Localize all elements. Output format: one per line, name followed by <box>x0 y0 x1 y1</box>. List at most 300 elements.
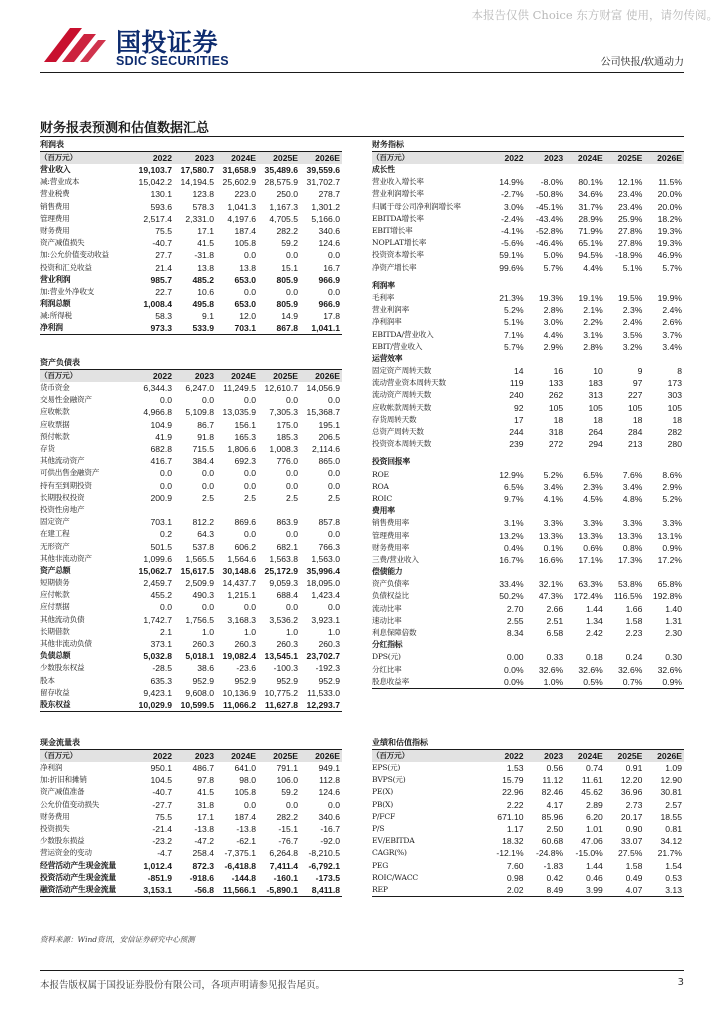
row-value: 116.5% <box>613 591 643 602</box>
table-row <box>40 394 342 406</box>
row-value <box>486 164 526 176</box>
row-value: 17.1 <box>197 226 214 237</box>
row-value: 133 <box>548 378 564 389</box>
row-value: 2.57 <box>665 799 682 810</box>
row-label: 其他非流动负债 <box>40 639 92 649</box>
row-value: 106.0 <box>276 775 298 786</box>
row-value: 0.0 <box>202 395 214 406</box>
row-label: 经营活动产生现金流量 <box>40 860 116 870</box>
row-value: 91.8 <box>197 431 214 442</box>
row-value: 4.8% <box>622 493 643 504</box>
row-value: 0.4% <box>504 542 524 553</box>
row-value: 17.1 <box>197 811 214 822</box>
row-label: 投资资本增长率 <box>372 250 424 260</box>
row-value: 0.42 <box>546 872 564 883</box>
column-header: 2025E <box>258 750 300 763</box>
row-value: -4.1% <box>501 226 524 237</box>
row-label: 少数股东损益 <box>40 836 85 846</box>
row-value: 952.9 <box>234 675 256 686</box>
row-value: 0.0 <box>328 395 340 406</box>
row-value: -100.3 <box>273 663 298 674</box>
row-value: 635.3 <box>150 675 172 686</box>
row-value: 1,301.2 <box>311 201 340 212</box>
column-header: 2024E <box>565 750 605 763</box>
row-value: 41.9 <box>155 431 172 442</box>
row-label: 净资产增长率 <box>372 262 417 272</box>
row-value: 1,099.6 <box>143 553 172 564</box>
row-label: 财务费用率 <box>372 542 409 552</box>
row-value: 865.0 <box>318 456 340 467</box>
row-label: 应付帐款 <box>40 590 70 600</box>
row-value: 119 <box>509 378 524 389</box>
table-row <box>40 262 342 274</box>
row-label: 毛利率 <box>372 292 395 302</box>
table-header-row <box>40 750 342 763</box>
balance-grid <box>40 357 342 712</box>
row-value: 0.0 <box>286 799 298 810</box>
row-value <box>300 504 342 516</box>
table-row <box>372 774 684 786</box>
column-header: 2026E <box>644 750 684 763</box>
row-label: ROIC/WACC <box>372 872 419 882</box>
row-value: 18.32 <box>502 836 524 847</box>
column-header: 2023 <box>174 370 216 383</box>
row-value: 0.30 <box>665 652 682 663</box>
row-value <box>644 566 684 578</box>
row-value: 3.3% <box>622 518 643 529</box>
table-row <box>372 213 684 225</box>
row-value: 105.8 <box>234 787 256 798</box>
row-value: 1.0 <box>244 626 256 637</box>
table-row <box>40 528 342 540</box>
section-title: 财务报表预测和估值数据汇总 <box>40 121 210 136</box>
table-title: 利润表 <box>40 139 342 152</box>
row-value: -6,792.1 <box>308 860 340 871</box>
row-value <box>526 280 566 292</box>
row-value: 2.3% <box>622 305 643 316</box>
table-row <box>40 176 342 188</box>
row-value: 1.58 <box>625 860 643 871</box>
row-value: 18.55 <box>660 811 682 822</box>
row-value: 4.4% <box>583 262 603 273</box>
row-label: 管理费用率 <box>372 530 409 540</box>
column-header: 2023 <box>174 152 216 165</box>
row-value: 23.4% <box>618 189 643 200</box>
row-value: 13,035.9 <box>222 407 256 418</box>
row-value: 104.9 <box>150 419 172 430</box>
section-heading-row <box>372 505 684 517</box>
row-value: 4.5% <box>583 493 603 504</box>
row-value: 105.8 <box>234 238 256 249</box>
table-row <box>372 341 684 353</box>
row-value: 38.6 <box>197 663 214 674</box>
row-value: 4.07 <box>605 884 645 897</box>
row-value: 187.4 <box>234 226 256 237</box>
table-row <box>372 664 684 676</box>
row-value: 65.8% <box>657 579 682 590</box>
column-header: 2022 <box>132 370 174 383</box>
row-value <box>605 639 645 651</box>
row-value: 0.56 <box>546 763 564 774</box>
row-label: 三费/营业收入 <box>372 554 419 564</box>
row-value: 2,517.4 <box>143 213 172 224</box>
row-value <box>644 164 684 176</box>
row-value: 27.7 <box>155 250 172 261</box>
logo-chinese-name: 国投证券 <box>116 28 219 57</box>
row-value <box>526 353 566 365</box>
column-header: 2024E <box>216 152 258 165</box>
table-title-row <box>40 737 342 750</box>
row-value: 0.33 <box>546 652 564 663</box>
row-value: 4,197.6 <box>227 213 256 224</box>
row-value: 13.3% <box>578 530 603 541</box>
row-value: 25.9% <box>618 213 643 224</box>
row-value: 21.7% <box>657 848 682 859</box>
table-row <box>40 799 342 811</box>
row-value: 75.5 <box>155 811 172 822</box>
row-value: 1,041.3 <box>227 201 256 212</box>
row-value: 18.2% <box>657 213 682 224</box>
row-label: 其他非流动资产 <box>40 553 92 563</box>
row-value: 34.12 <box>660 836 682 847</box>
row-value: 223.0 <box>234 189 256 200</box>
row-value: 2.9% <box>662 481 682 492</box>
row-value: 2,459.7 <box>143 578 172 589</box>
column-header: 2025E <box>605 750 645 763</box>
row-value: 3.1% <box>504 518 524 529</box>
row-value <box>605 280 645 292</box>
table-row <box>372 377 684 389</box>
row-label: 营业利润率 <box>372 305 409 315</box>
row-value: 9,059.3 <box>269 578 298 589</box>
row-value: 240 <box>509 390 524 401</box>
row-value: 0.46 <box>586 872 603 883</box>
table-row <box>40 492 342 504</box>
row-value <box>132 504 174 516</box>
row-value: 2.9% <box>543 341 564 352</box>
row-value: 455.2 <box>150 590 172 601</box>
row-value: 32.6% <box>538 664 564 675</box>
table-row <box>40 614 342 626</box>
table-row <box>372 884 684 897</box>
row-label: BVPS(元) <box>372 775 406 785</box>
row-value: 187.4 <box>234 811 256 822</box>
row-value: 123.8 <box>192 189 214 200</box>
row-value: 0.7% <box>605 676 645 689</box>
table-row <box>372 438 684 450</box>
row-label: 投资损失 <box>40 824 70 834</box>
row-label: 负债总额 <box>40 651 71 661</box>
row-value: 0.53 <box>665 872 682 883</box>
row-value: 1,008.3 <box>269 444 298 455</box>
row-label: 股息收益率 <box>372 676 486 689</box>
row-value: 0.74 <box>586 763 603 774</box>
row-value: 872.3 <box>192 860 214 871</box>
row-value: 2.55 <box>506 615 524 626</box>
section-heading-row <box>372 639 684 651</box>
row-value: 692.3 <box>234 456 256 467</box>
row-value: 2.5 <box>244 492 256 503</box>
row-value: 6,264.8 <box>269 848 298 859</box>
row-label: EBIT/营业收入 <box>372 341 423 351</box>
table-row <box>40 811 342 823</box>
row-label: 交易性金融资产 <box>40 395 92 405</box>
row-value: 0.2 <box>160 529 172 540</box>
row-value <box>526 566 566 578</box>
row-label: NOPLAT增长率 <box>372 238 427 248</box>
row-value: 8.6% <box>662 469 682 480</box>
row-value: -2.7% <box>501 189 524 200</box>
valuation-grid <box>372 737 684 897</box>
row-value: 3.4% <box>662 341 682 352</box>
row-value: 156.1 <box>234 419 256 430</box>
row-value: 2.70 <box>506 603 524 614</box>
row-value: 1,756.5 <box>185 614 214 625</box>
table-row <box>372 799 684 811</box>
table-title-row <box>372 737 684 750</box>
row-value: 105 <box>667 402 682 413</box>
table-row <box>372 249 684 261</box>
row-value: 97.8 <box>197 775 214 786</box>
row-value: -13.8 <box>194 824 214 835</box>
row-label: 营业利润 <box>40 274 71 284</box>
row-value: 340.6 <box>318 226 340 237</box>
row-value: -144.8 <box>231 872 256 883</box>
row-value: 15,062.7 <box>138 565 172 576</box>
row-value: 0.0 <box>160 480 172 491</box>
row-value: 1.44 <box>586 603 603 614</box>
row-value <box>526 456 566 468</box>
row-value <box>644 280 684 292</box>
row-value: 13.8 <box>197 262 214 273</box>
row-value <box>644 639 684 651</box>
row-value: 104.5 <box>150 775 172 786</box>
row-value: 0.8% <box>622 542 643 553</box>
row-value: 5.7% <box>662 262 682 273</box>
row-label: 其他流动资产 <box>40 456 85 466</box>
row-value: 6.58 <box>546 628 564 639</box>
row-value: 952.9 <box>276 675 298 686</box>
row-value: 278.7 <box>318 189 340 200</box>
row-value: 2,509.9 <box>185 578 214 589</box>
row-value: 0.24 <box>625 652 643 663</box>
row-label: 利润率 <box>372 280 395 290</box>
table-title: 资产负债表 <box>40 357 342 370</box>
row-value: 0.0 <box>244 480 256 491</box>
row-value: 4.1% <box>543 493 564 504</box>
table-header-row <box>372 750 684 763</box>
row-value: 0.0 <box>244 395 256 406</box>
row-value: -18.9% <box>615 250 643 261</box>
row-value: 7.60 <box>506 860 524 871</box>
row-value: 949.1 <box>318 763 340 774</box>
column-header: 2026E <box>644 152 684 165</box>
unit-label: （百万元） <box>40 750 132 763</box>
row-value: -31.8 <box>194 250 214 261</box>
row-value: 688.4 <box>276 590 298 601</box>
row-value: 0.18 <box>586 652 603 663</box>
table-row <box>372 292 684 304</box>
table-row <box>372 860 684 872</box>
row-value: -47.2 <box>194 836 214 847</box>
row-label: 流动营业资本周转天数 <box>372 378 446 388</box>
row-value: 1.01 <box>586 824 603 835</box>
row-label: 应收帐款周转天数 <box>372 402 432 412</box>
row-label: 流动资产周转天数 <box>372 390 432 400</box>
page-number: 3 <box>677 977 684 988</box>
row-value: 3.3% <box>543 518 564 529</box>
row-value: 0.0 <box>286 395 298 406</box>
row-label: 加:营业外净收支 <box>40 286 95 296</box>
row-value: 0.0 <box>160 602 172 613</box>
row-value: 0.6% <box>583 542 603 553</box>
row-value: -5.6% <box>501 238 524 249</box>
row-value: 97 <box>632 378 643 389</box>
row-label: 利润总额 <box>40 299 71 309</box>
row-value: 260.3 <box>192 639 214 650</box>
row-value: -2.4% <box>501 213 524 224</box>
row-value: 20.0% <box>657 189 682 200</box>
row-value: 966.9 <box>318 299 340 310</box>
row-value: 19.9% <box>657 292 682 303</box>
row-label: EBIT增长率 <box>372 226 413 236</box>
row-value: 2.2% <box>583 317 603 328</box>
row-value: 0.0 <box>202 468 214 479</box>
row-value <box>486 566 526 578</box>
cashflow-grid <box>40 737 342 897</box>
table-title: 财务指标 <box>372 139 684 152</box>
row-value: 22.7 <box>155 286 172 297</box>
unit-label: （百万元） <box>40 152 132 165</box>
row-label: 净利润率 <box>372 317 402 327</box>
row-value: 28.9% <box>578 213 603 224</box>
row-value: 260.3 <box>318 639 340 650</box>
row-label: REP <box>372 884 486 897</box>
section-heading-row <box>372 280 684 292</box>
row-value: 671.10 <box>497 811 524 822</box>
row-value: 14.9 <box>281 311 298 322</box>
row-value: 0.9% <box>644 676 684 689</box>
table-row <box>372 481 684 493</box>
row-value: 18 <box>672 414 682 425</box>
row-value: 282.2 <box>276 811 298 822</box>
row-label: 固定资产周转天数 <box>372 366 432 376</box>
row-label: 其他流动负债 <box>40 614 85 624</box>
row-label: 营业收入增长率 <box>372 177 424 187</box>
logo-english-name: SDIC SECURITIES <box>116 54 229 68</box>
row-value: -23.2 <box>152 836 172 847</box>
financial-indicators-table <box>372 139 684 689</box>
row-value: 10,136.9 <box>222 687 256 698</box>
row-value: 966.9 <box>318 274 340 285</box>
row-value: 6,247.0 <box>185 383 214 394</box>
row-value: 8 <box>677 366 682 377</box>
row-value: 12,293.7 <box>300 699 342 712</box>
row-value: -851.9 <box>147 872 172 883</box>
table-row <box>40 884 342 897</box>
row-value: 5.2% <box>662 493 682 504</box>
row-value: -8,210.5 <box>308 848 340 859</box>
row-value: -15.0% <box>575 848 603 859</box>
table-row <box>40 540 342 552</box>
row-value: 13,545.1 <box>264 651 298 662</box>
column-header: 2025E <box>605 152 645 165</box>
table-row <box>40 419 342 431</box>
table-row <box>372 201 684 213</box>
row-value: 0.0 <box>328 468 340 479</box>
row-value: 282 <box>667 427 682 438</box>
table-header-row <box>372 152 684 165</box>
row-value: 284 <box>628 427 643 438</box>
row-label: 费用率 <box>372 506 395 516</box>
row-label: 资产减值准备 <box>40 787 85 797</box>
column-header: 2023 <box>526 152 566 165</box>
row-value: 791.1 <box>276 763 298 774</box>
row-value: 5.2% <box>504 305 524 316</box>
table-row <box>40 516 342 528</box>
row-value: 1,564.6 <box>227 553 256 564</box>
row-value: 28,575.9 <box>264 177 298 188</box>
table-title-row <box>40 139 342 152</box>
row-value <box>526 639 566 651</box>
row-value: 869.6 <box>234 517 256 528</box>
row-value: 7.6% <box>622 469 643 480</box>
row-value: 5,109.8 <box>185 407 214 418</box>
row-value: -7,375.1 <box>224 848 256 859</box>
row-value: 340.6 <box>318 811 340 822</box>
row-value: 0.0 <box>328 799 340 810</box>
row-value: 1.31 <box>665 615 682 626</box>
row-value: 0.0% <box>486 676 526 689</box>
footer-disclaimer: 本报告版权属于国投证券股份有限公司，各项声明请参见报告尾页。 <box>40 980 326 991</box>
column-header: 2025E <box>258 152 300 165</box>
row-value: 94.5% <box>578 250 603 261</box>
row-value: 1.0 <box>328 626 340 637</box>
row-label: 加:折旧和摊销 <box>40 775 87 785</box>
row-value: 3,153.1 <box>132 884 174 897</box>
table-row <box>40 565 342 577</box>
table-row <box>40 577 342 589</box>
row-value: 2.1 <box>160 626 172 637</box>
cash-flow-table <box>40 737 342 897</box>
row-value: 0.49 <box>625 872 643 883</box>
table-row <box>372 188 684 200</box>
row-label: 融资活动产生现金流量 <box>40 884 132 897</box>
column-header: 2026E <box>300 750 342 763</box>
row-value: 165.3 <box>234 431 256 442</box>
row-value: 59.2 <box>281 787 298 798</box>
row-value: 950.1 <box>150 763 172 774</box>
row-value: 0.0 <box>286 529 298 540</box>
row-label: PE(X) <box>372 787 393 797</box>
table-row <box>372 578 684 590</box>
row-value: 0.91 <box>625 763 643 774</box>
row-label: 投资和汇兑收益 <box>40 262 92 272</box>
row-value: 3.13 <box>644 884 684 897</box>
row-value: 130.1 <box>150 189 172 200</box>
row-value: 86.7 <box>197 419 214 430</box>
row-value: 80.1% <box>578 177 603 188</box>
row-value: 3.3% <box>583 518 603 529</box>
table-row <box>40 626 342 638</box>
table-title: 业绩和估值指标 <box>372 737 684 750</box>
row-value: 1,565.5 <box>185 553 214 564</box>
row-value: -76.7 <box>278 836 298 847</box>
row-value: 294 <box>588 439 603 450</box>
row-value: 805.9 <box>276 299 298 310</box>
row-value: 2.4% <box>622 317 643 328</box>
table-row <box>40 201 342 213</box>
